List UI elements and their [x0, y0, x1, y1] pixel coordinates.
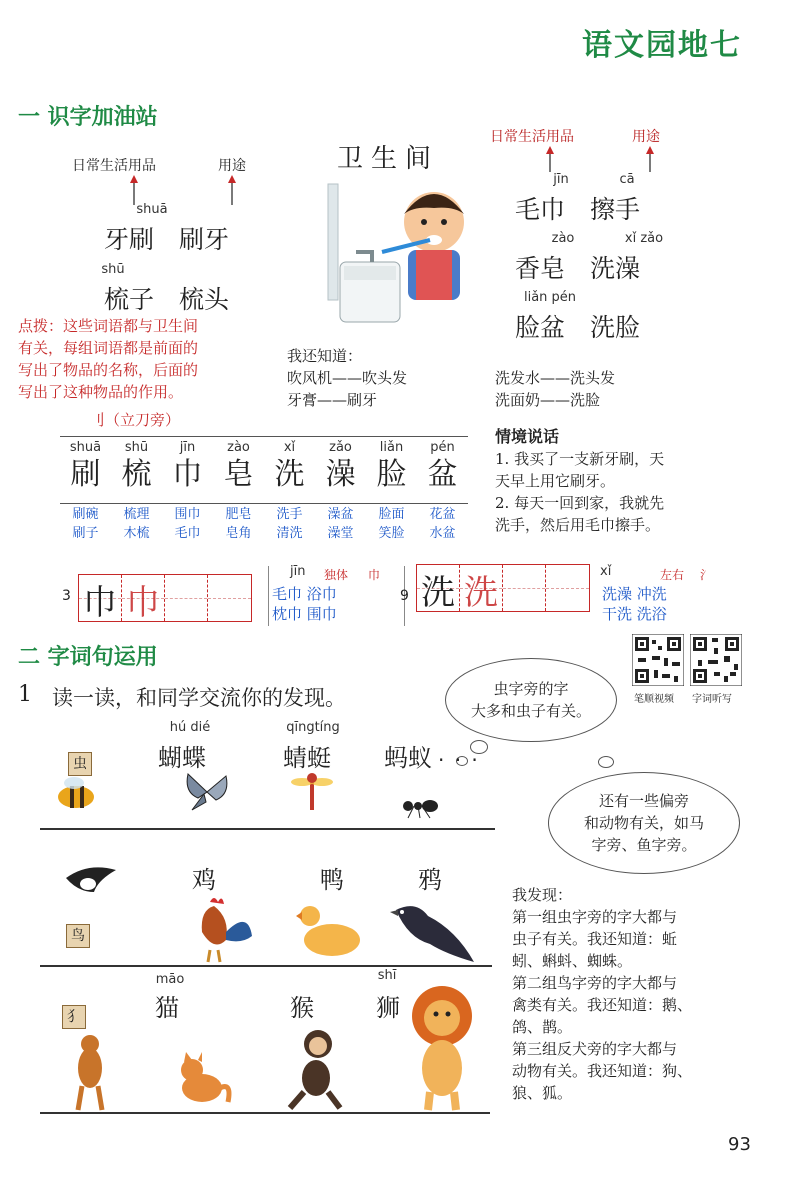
discovery-line: 我发现：	[512, 886, 573, 904]
left-word-pinyin-1: shuā	[136, 202, 168, 217]
thought-bubble-2	[548, 772, 740, 874]
char-word: 洗手	[276, 507, 303, 522]
right-word-pinyin-2a: zào	[551, 231, 575, 246]
lion-icon	[404, 982, 480, 1112]
group-divider	[40, 1112, 490, 1114]
grid-cell	[503, 565, 546, 611]
char-word: 清洗	[276, 526, 303, 541]
char-cell	[213, 440, 264, 541]
trace-char: 洗	[464, 573, 498, 613]
discovery-line: 鸽、鹊。	[512, 1018, 573, 1036]
g2-word-3: 鸦	[418, 866, 442, 894]
char-cell	[264, 440, 315, 541]
char-pinyin: xǐ	[283, 440, 296, 455]
bee-icon	[52, 775, 102, 815]
char-word: 水盆	[429, 526, 456, 541]
left-label-item: 日常生活用品	[72, 158, 156, 174]
task-instruction: 读一读，和同学交流你的发现。	[52, 686, 346, 710]
char-row-top-rule	[60, 436, 468, 437]
writing-grid-jin	[78, 574, 252, 622]
context-heading: 情境说话	[495, 427, 560, 446]
char-word: 围巾	[174, 507, 201, 522]
char-word: 澡盆	[327, 507, 354, 522]
trace-char: 巾	[126, 583, 160, 623]
grid-cell	[546, 565, 589, 611]
discovery-line: 禽类有关。我还知道：鹅、	[512, 996, 693, 1014]
also-know-line: 我还知道：	[287, 347, 363, 365]
g1-pinyin-1: hú dié	[169, 720, 211, 735]
tip-line: 有关，每组词语都是前面的	[18, 339, 199, 357]
g2-word-2: 鸭	[320, 866, 344, 894]
char-glyph: 脸	[376, 457, 407, 492]
right-label-arrows	[536, 146, 666, 174]
char-cell	[366, 440, 417, 541]
discovery-line: 第三组反犬旁的字大都与	[512, 1040, 678, 1058]
tip-line: 写出了这种物品的作用。	[18, 383, 184, 401]
char-pinyin: zào	[227, 440, 250, 455]
discovery-line: 动物有关。我还知道：狗、	[512, 1062, 693, 1080]
right-word-pinyin-1b: cā	[619, 172, 635, 187]
char-pinyin: pén	[430, 440, 455, 455]
g3-pinyin-1: māo	[155, 972, 185, 987]
grid-cell	[122, 575, 165, 621]
char-pinyin: shū	[124, 440, 149, 455]
context-line: 1. 我买了一支新牙刷，天	[495, 450, 665, 468]
grid-divider	[268, 566, 269, 626]
page-number: 93	[728, 1134, 751, 1155]
g1-word-2: 蜻蜓	[283, 744, 331, 772]
char-word: 花盆	[429, 507, 456, 522]
g3-word-3: 狮	[376, 994, 400, 1022]
bubble2-line: 还有一些偏旁	[598, 792, 689, 810]
char-cell	[162, 440, 213, 541]
grid-pinyin-xi: xǐ	[600, 564, 612, 579]
grid-mini-jin: 巾	[368, 568, 381, 582]
char-pinyin: liǎn	[379, 440, 404, 455]
left-word-row-1: 牙刷 刷牙	[104, 225, 230, 254]
grid-cell	[165, 575, 208, 621]
writing-grid-xi	[416, 564, 590, 612]
sign-bird	[66, 924, 90, 948]
right-note-line: 洗面奶——洗脸	[495, 391, 601, 409]
rooster-icon	[186, 892, 256, 964]
char-word: 木梳	[123, 526, 150, 541]
left-label-use: 用途	[218, 158, 246, 174]
ant-icon	[400, 792, 440, 820]
grid-words-jin-1: 毛巾 浴巾	[272, 585, 337, 603]
discovery-line: 蚓、蝌蚪、蜘蛛。	[512, 952, 633, 970]
char-word: 刷子	[72, 526, 99, 541]
context-line: 2. 每天一回到家，我就先	[495, 494, 665, 512]
also-know	[287, 345, 407, 411]
also-know-line: 吹风机——吹头发	[287, 369, 408, 387]
context-line: 洗手，然后用毛巾擦手。	[495, 516, 661, 534]
discovery-line: 第一组虫字旁的字大都与	[512, 908, 678, 926]
monkey-icon	[278, 1022, 348, 1114]
stroke-count-jin: 3	[62, 588, 71, 604]
sign-insect	[68, 752, 92, 776]
model-char: 巾	[83, 583, 117, 623]
grid-mini-xi: 氵	[700, 568, 713, 582]
task-number: 1	[18, 682, 32, 707]
char-cell	[417, 440, 468, 541]
char-pinyin: shuā	[69, 440, 102, 455]
g2-word-1: 鸡	[192, 866, 216, 894]
right-label-use: 用途	[632, 129, 660, 145]
bubble1-line: 大多和虫子有关。	[470, 702, 591, 720]
grid-cell	[460, 565, 503, 611]
bubble1-line: 虫字旁的字	[493, 680, 569, 698]
also-know-line: 牙膏——刷牙	[287, 391, 378, 409]
bubble-dot	[598, 756, 614, 768]
qr-label-dictation: 字词听写	[692, 694, 732, 705]
thought-bubble-1	[445, 658, 617, 742]
char-word: 毛巾	[174, 526, 201, 541]
right-word-row-3: 脸盆 洗脸	[515, 313, 641, 342]
bubble2-line: 和动物有关，如马	[583, 814, 704, 832]
right-word-row-2: 香皂 洗澡	[515, 254, 641, 283]
discovery-line: 第二组鸟字旁的字大都与	[512, 974, 678, 992]
right-word-row-1: 毛巾 擦手	[515, 195, 641, 224]
context-lines	[495, 448, 755, 536]
butterfly-icon	[184, 770, 230, 814]
grid-words-xi-1: 洗澡 冲洗	[602, 585, 667, 603]
char-word: 肥皂	[225, 507, 252, 522]
grid-pinyin-jin: jīn	[290, 564, 306, 579]
qr-code-dictation[interactable]	[690, 634, 742, 686]
char-cell	[315, 440, 366, 541]
char-glyph: 皂	[223, 457, 254, 492]
duck-icon	[292, 902, 364, 960]
char-word: 刷碗	[72, 507, 99, 522]
g1-word-3: 蚂蚁	[384, 744, 432, 772]
g3-word-2: 猴	[290, 994, 314, 1022]
right-word-pinyin-2b: xǐ zǎo	[624, 231, 664, 246]
right-notes	[495, 367, 615, 411]
char-cell	[111, 440, 162, 541]
char-glyph: 盆	[427, 457, 458, 492]
char-cell	[60, 440, 111, 541]
bathroom-illustration	[322, 180, 472, 330]
char-word: 脸面	[378, 507, 405, 522]
right-word-pinyin-1a: jīn	[553, 172, 569, 187]
right-note-line: 洗发水——洗头发	[495, 369, 616, 387]
tip-line: 写出了物品的名称，后面的	[18, 361, 199, 379]
center-title: 卫生间	[337, 144, 440, 174]
qr-code-video[interactable]	[632, 634, 684, 686]
right-label-item: 日常生活用品	[490, 129, 574, 145]
char-word: 梳理	[123, 507, 150, 522]
magpie-icon	[58, 858, 118, 908]
cat-icon	[170, 1052, 234, 1112]
sign-text: 虫	[73, 756, 87, 772]
char-glyph: 澡	[325, 457, 356, 492]
char-pinyin: zǎo	[329, 440, 352, 455]
discovery-notes	[512, 884, 762, 1104]
g1-pinyin-2: qīngtíng	[286, 720, 340, 735]
char-glyph: 洗	[274, 457, 305, 492]
tip-line: 点拨：这些词语都与卫生间	[18, 317, 199, 335]
char-glyph: 梳	[121, 457, 152, 492]
context-line: 天早上用它刷牙。	[495, 472, 616, 490]
grid-struct-jin: 独体	[324, 568, 349, 582]
section1-heading: 一 识字加油站	[18, 105, 158, 130]
left-word-pinyin-2: shū	[101, 262, 125, 277]
radical-note: 刂（立刀旁）	[90, 411, 181, 429]
grid-words-jin-2: 枕巾 围巾	[272, 605, 337, 623]
grid-words-xi-2: 干洗 洗浴	[602, 605, 667, 623]
sign-text: 鸟	[71, 928, 85, 944]
left-word-row-2: 梳子 梳头	[104, 285, 230, 314]
grid-cell	[79, 575, 122, 621]
g3-pinyin-3: shī	[377, 968, 397, 983]
section2-heading: 二 字词句运用	[18, 645, 158, 670]
page-title: 语文园地七	[582, 28, 742, 63]
group-divider	[40, 965, 492, 967]
right-word-pinyin-3: liǎn pén	[523, 290, 577, 305]
grid-cell	[208, 575, 251, 621]
char-row	[60, 440, 468, 541]
char-pinyin: jīn	[179, 440, 196, 455]
char-word: 笑脸	[378, 526, 405, 541]
char-glyph: 刷	[70, 457, 101, 492]
g3-word-1: 猫	[155, 994, 179, 1022]
dragonfly-icon	[290, 770, 334, 810]
char-word: 皂角	[225, 526, 252, 541]
tip-note	[18, 315, 278, 403]
char-word: 澡堂	[327, 526, 354, 541]
char-glyph: 巾	[172, 457, 203, 492]
fox-icon	[70, 1030, 110, 1114]
group-divider	[40, 828, 495, 830]
grid-cell	[417, 565, 460, 611]
ellipsis-text: . . .	[438, 742, 480, 766]
grid-struct-xi: 左右	[660, 568, 685, 582]
discovery-line: 虫子有关。我还知道：蚯	[512, 930, 678, 948]
sign-dog-radical	[62, 1005, 86, 1029]
qr-label-video: 笔顺视频	[634, 694, 674, 705]
model-char: 洗	[421, 573, 455, 613]
bubble2-line: 字旁、鱼字旁。	[591, 836, 697, 854]
g1-word-1: 蝴蝶	[158, 744, 206, 772]
discovery-line: 狼、狐。	[512, 1084, 573, 1102]
sign-text: 犭	[67, 1009, 81, 1025]
stroke-count-xi: 9	[400, 588, 409, 604]
crow-icon	[386, 900, 478, 970]
